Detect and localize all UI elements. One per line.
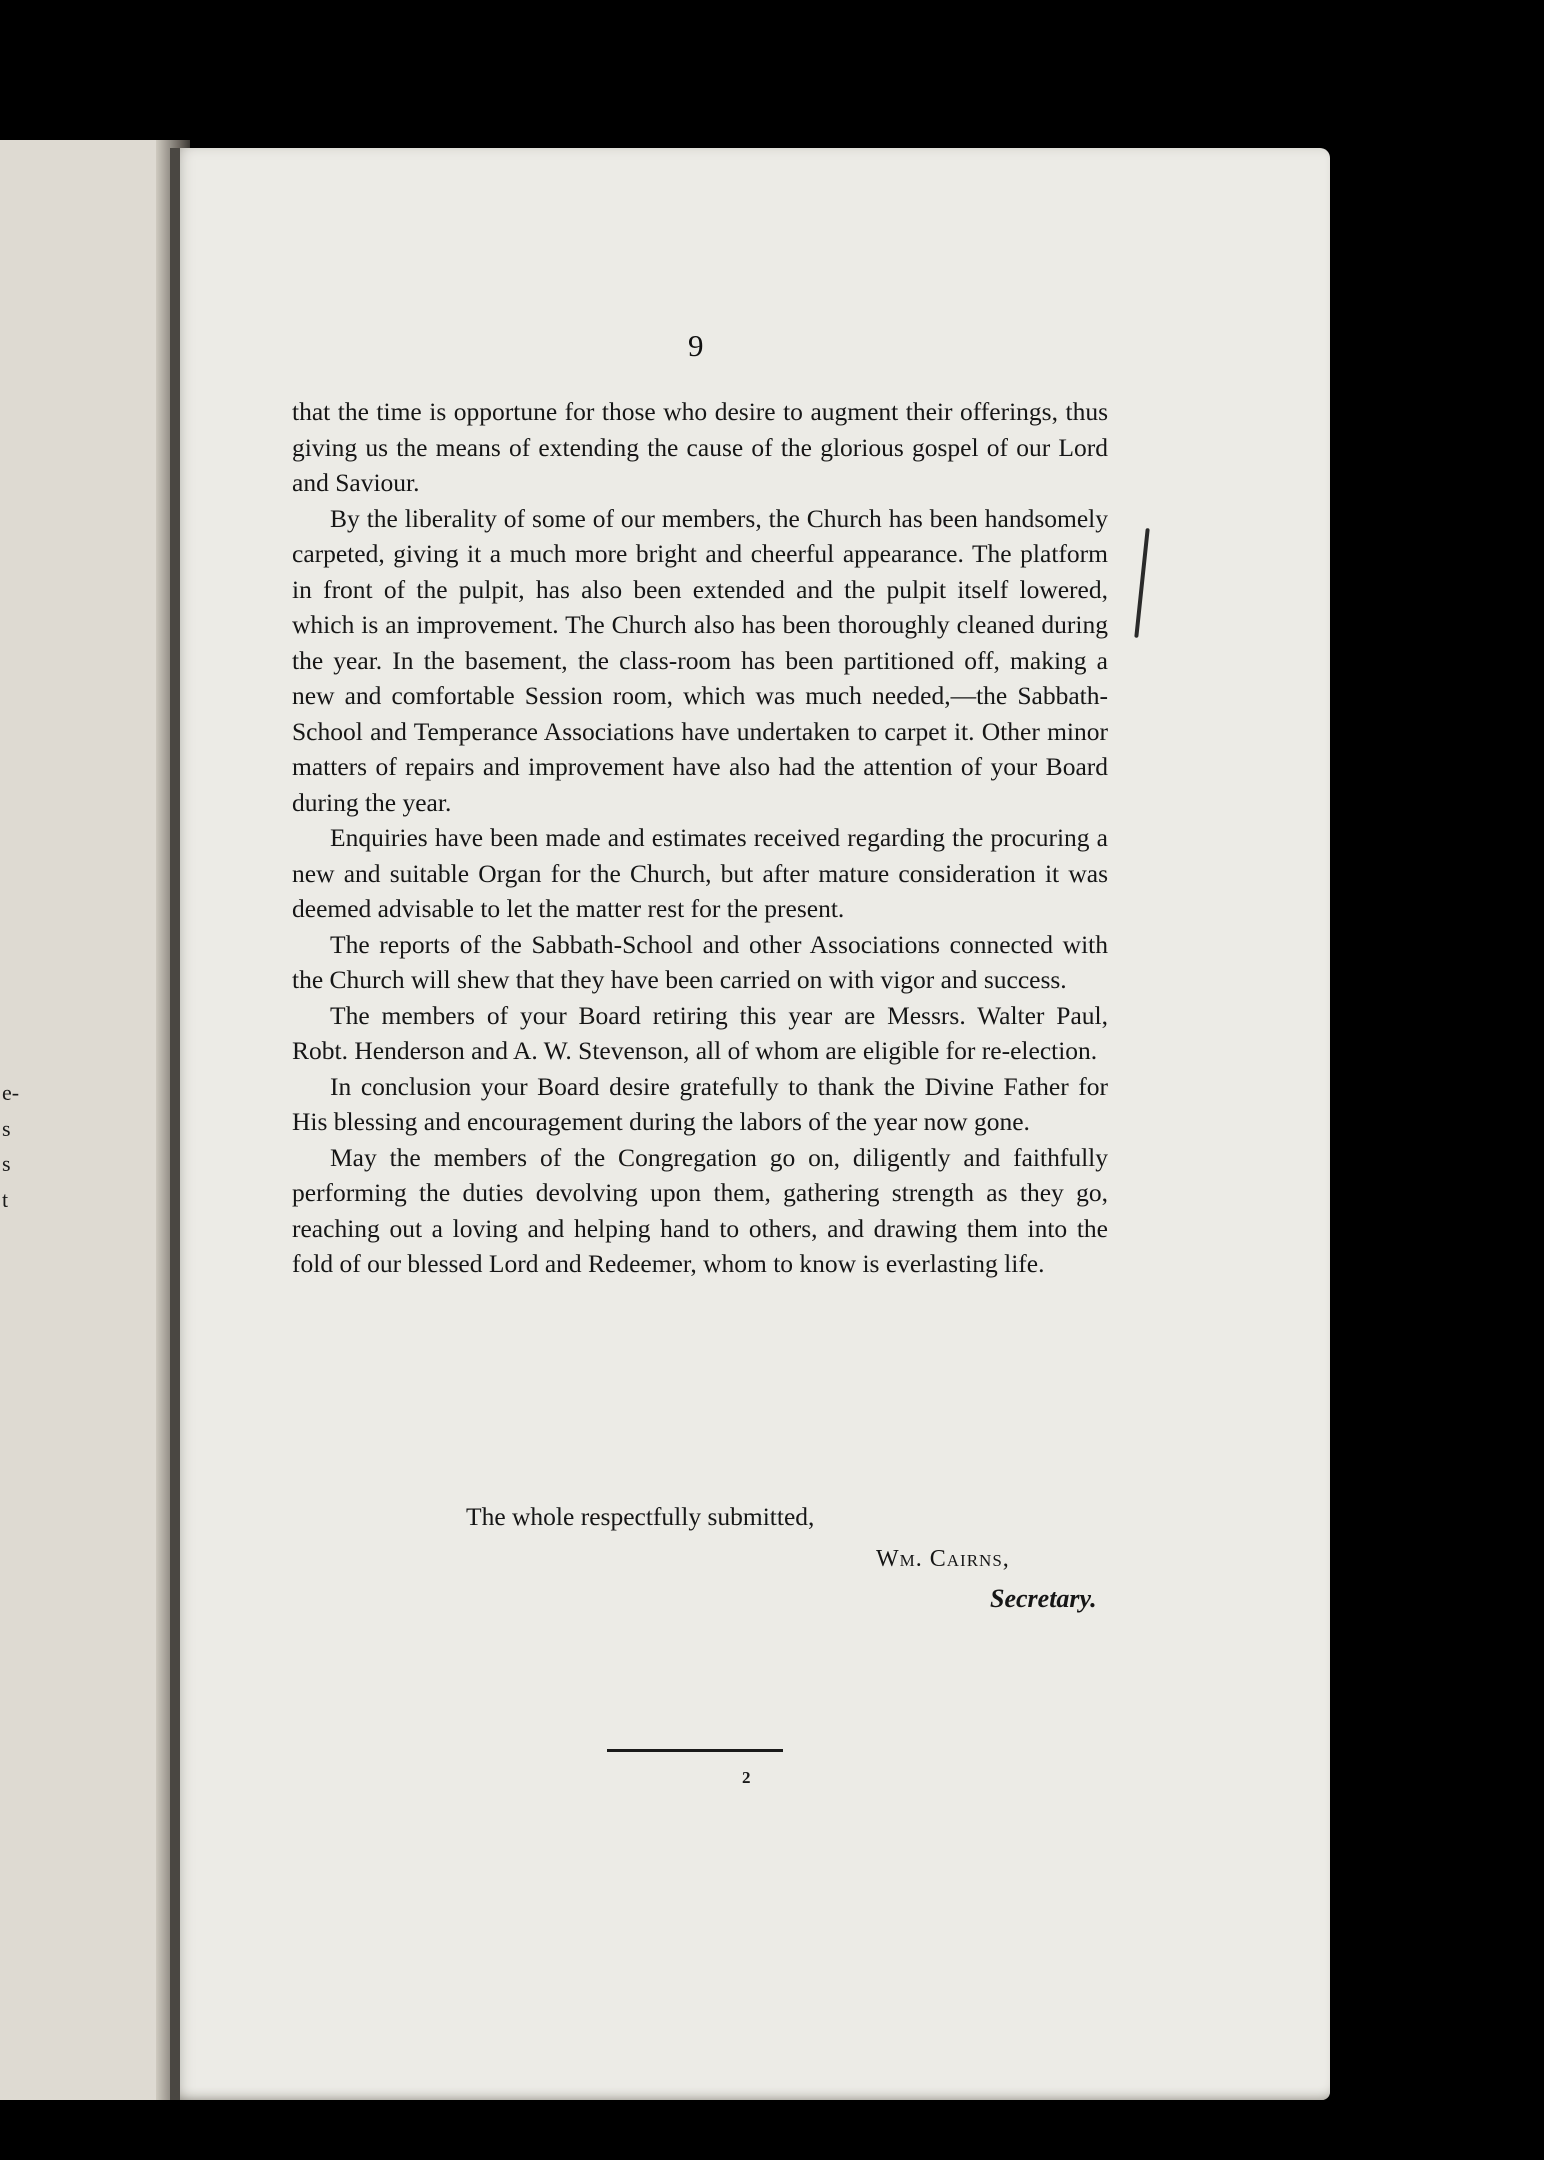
printer-signature-mark: 2 <box>742 1768 751 1787</box>
paragraph: In conclusion your Board desire gratefully to thank the Divine Father for His blessing and encouragement during the labors of the year now gone. <box>292 1071 1108 1136</box>
signature-name: Wm. Cairns, <box>876 1546 1010 1572</box>
horizontal-rule <box>607 1749 783 1752</box>
previous-page-fragment: s <box>2 1116 11 1141</box>
page-binding-edge <box>170 148 180 2100</box>
paragraph: May the members of the Congregation go on, diligently and faithfully performing the duties devolving upon them, gathering strength as they go, reaching out a loving and helping hand to others, and drawing them into the fold of our blessed Lord and Redeemer, whom to know is everlasting life. <box>292 1142 1108 1278</box>
body-text <box>292 394 1108 1282</box>
paragraph: The members of your Board retiring this year are Messrs. Walter Paul, Robt. Henderson and A. W. Stevenson, all of whom are eligible for re-election. <box>292 1000 1108 1065</box>
previous-page-fragment: t <box>2 1187 9 1212</box>
signature-title: Secretary. <box>990 1584 1097 1613</box>
previous-page-edge <box>0 140 190 2100</box>
paragraph: that the time is opportune for those who desire to augment their offerings, thus giving us the means of extending the cause of the glorious gospel of our Lord and Saviour. <box>292 397 1108 497</box>
page-number: 9 <box>688 328 704 363</box>
paragraph: Enquiries have been made and estimates received regarding the procuring a new and suitable Organ for the Church, but after mature consideration it was deemed advisable to let the matter rest for the present. <box>292 823 1108 923</box>
closing-line: The whole respectfully submitted, <box>466 1502 815 1531</box>
previous-page-fragment: s <box>2 1151 11 1176</box>
previous-page-fragment: e- <box>2 1080 20 1105</box>
paragraph: By the liberality of some of our members, the Church has been handsomely carpeted, giving it a much more bright and cheerful appearance. The platform in front of the pulpit, has also been extended and the pulpit itself lowered, which is an improvement. The Church also has been thoroughly cleaned during the year. In the basement, the class-room has been partitioned off, making a new and comfortable Session room, which was much needed,—the Sabbath-School and Temperance Associations have undertaken to carpet it. Other minor matters of repairs and improvement have also had the attention of your Board during the year. <box>292 503 1108 817</box>
paragraph: The reports of the Sabbath-School and other Associations connected with the Church will shew that they have been carried on with vigor and success. <box>292 929 1108 994</box>
